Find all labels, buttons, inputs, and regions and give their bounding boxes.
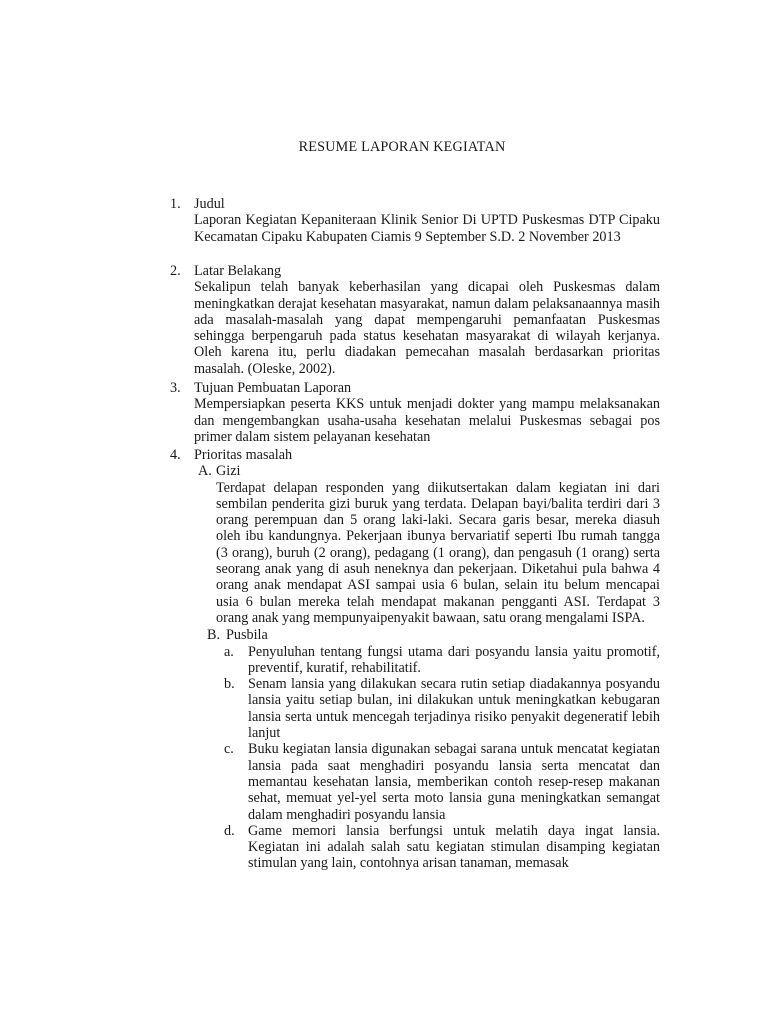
- list-item-letter: b.: [224, 676, 235, 693]
- subsection-gizi: [194, 463, 660, 626]
- section-heading: Judul: [194, 196, 225, 212]
- section-tujuan: [170, 380, 660, 445]
- section-number: 4.: [170, 447, 181, 463]
- subsection-letter: B.: [207, 627, 221, 644]
- subsection-heading: Pusbila: [226, 627, 268, 644]
- section-text: Laporan Kegiatan Kepaniteraan Klinik Senior Di UPTD Puskesmas DTP Cipaku Kecamatan Cipaku Kabupaten Ciamis 9 September S.D. 2 November 2013: [194, 212, 660, 245]
- section-heading: Latar Belakang: [194, 263, 282, 279]
- section-latar-belakang: [170, 263, 660, 377]
- section-heading: Prioritas masalah: [194, 447, 293, 463]
- section-text: Mempersiapkan peserta KKS untuk menjadi dokter yang mampu melaksanakan dan mengembangkan usaha-usaha kesehatan melalui Puskesmas sebagai pos primer dalam sistem pelayanan kesehatan: [194, 396, 660, 445]
- section-judul: [170, 196, 660, 245]
- page-title: RESUME LAPORAN KEGIATAN: [298, 139, 506, 155]
- subsection-letter: A.: [198, 463, 212, 480]
- section-prioritas-masalah: [170, 447, 660, 872]
- section-number: 3.: [170, 380, 181, 396]
- subsection-text: Terdapat delapan responden yang diikutsertakan dalam kegiatan ini dari sembilan penderita gizi buruk yang terdata. Delapan bayi/balita terdiri dari 3 orang perempuan dan 5 orang laki-laki. Secara garis besar, mereka diasuh oleh ibu kandungnya. Pekerjaan ibunya bervariatif seperti Ibu rumah tangga (3 orang), buruh (2 orang), pedagang (1 orang), dan pengasuh (1 orang) serta seorang anak yang di asuh neneknya dan pekerjaan. Diketahui pula bahwa 4 orang anak mendapat ASI sampai usia 6 bulan, selain itu belum mencapai usia 6 bulan mereka telah mendapat makanan pengganti ASI. Terdapat 3 orang anak yang mempunyaipenyakit bawaan, satu orang mengalami ISPA.: [216, 479, 660, 626]
- list-item-letter: d.: [224, 822, 235, 839]
- list-item-letter: c.: [224, 741, 234, 758]
- section-text: Sekalipun telah banyak keberhasilan yang dicapai oleh Puskesmas dalam meningkatkan derajat kesehatan masyarakat, namun dalam pelaksanaannya masih ada masalah-masalah yang dapat mempengaruhi pemanfaatan Puskesmas sehingga berpengaruh pada status kesehatan masyarakat di wilayah kerjanya. Oleh karena itu, perlu diadakan pemecahan masalah berdasarkan prioritas masalah. (Oleske, 2002).: [194, 279, 660, 377]
- list-item-text: Senam lansia yang dilakukan secara rutin setiap diadakannya posyandu lansia yaitu setiap bulan, ini dilakukan untuk meningkatkan kebugaran lansia serta untuk mencegah terjadinya risiko penyakit degeneratif lebih lanjut: [248, 676, 660, 742]
- list-item-text: Buku kegiatan lansia digunakan sebagai sarana untuk mencatat kegiatan lansia pada saat menghadiri posyandu lansia serta mencatat dan memantau kesehatan lansia, memberikan contoh resep-resep makanan sehat, memuat yel-yel serta moto lansia guna meningkatkan semangat dalam menghadiri posyandu lansia: [248, 741, 660, 823]
- section-number: 1.: [170, 196, 181, 212]
- list-item-text: Penyuluhan tentang fungsi utama dari posyandu lansia yaitu promotif, preventif, kuratif, rehabilitatif.: [248, 643, 660, 676]
- section-heading: Tujuan Pembuatan Laporan: [194, 380, 352, 396]
- list-item-text: Game memori lansia berfungsi untuk melatih daya ingat lansia. Kegiatan ini adalah salah satu kegiatan stimulan disamping kegiatan stimulan yang lain, contohnya arisan tanaman, memasak: [248, 822, 660, 872]
- list-item-letter: a.: [224, 643, 234, 660]
- list-item: [224, 676, 660, 741]
- list-item: [224, 741, 660, 822]
- list-item: [224, 823, 660, 872]
- list-item: [224, 644, 660, 677]
- section-number: 2.: [170, 263, 181, 279]
- subsection-heading: Gizi: [216, 463, 241, 480]
- subsection-pusbila: [194, 627, 660, 871]
